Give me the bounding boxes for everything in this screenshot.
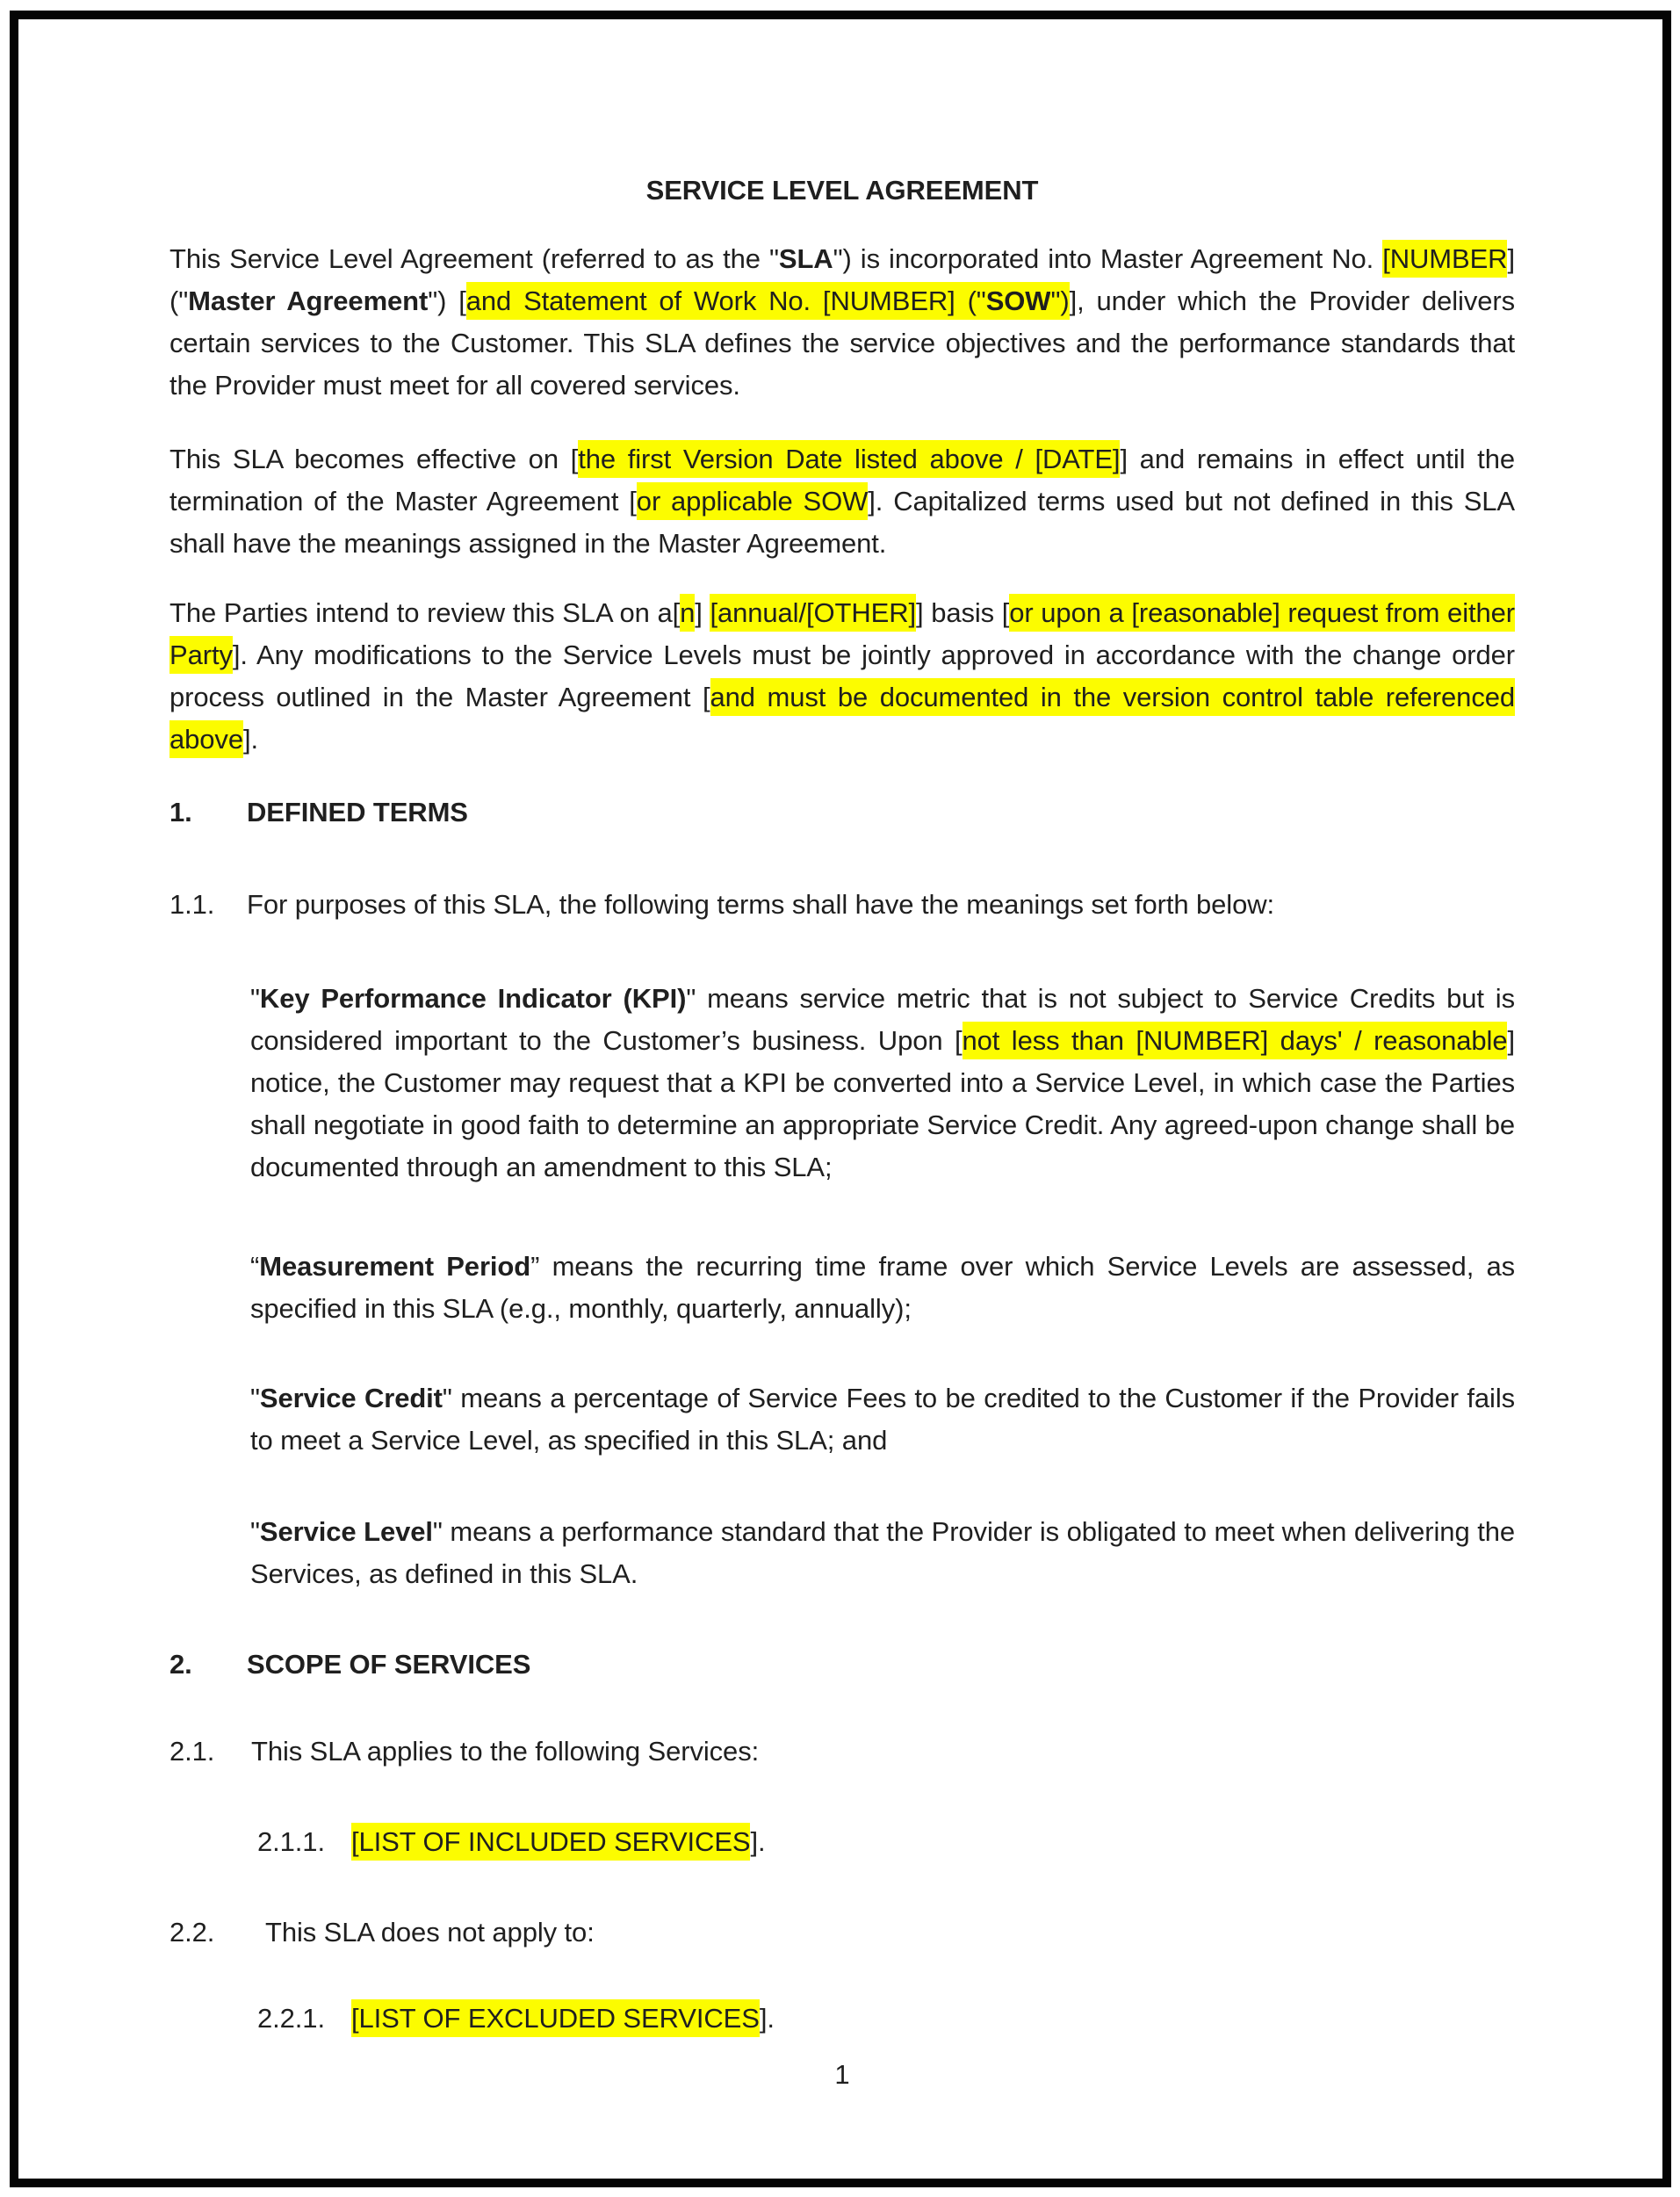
- text-segment: ].: [750, 1826, 766, 1857]
- text-segment: ].: [242, 724, 258, 755]
- text-segment: " means a percentage of Service Fees to be credited to the Customer if the Provider fails to meet a Service Level, as specified in this SLA; and: [250, 1383, 1516, 1456]
- text-segment: ” means the recurring time frame over which Service Levels are assessed, as specified in this SLA (e.g., monthly, quarterly, annually);: [250, 1251, 1515, 1324]
- text-segment: ], under which the Provider delivers certain services to the Customer. This SLA defines the service objectives and the performance standards that the Provider must meet for all covered services.: [169, 285, 1515, 401]
- section-1-heading-text: DEFINED TERMS: [247, 797, 468, 827]
- paragraph-incorporation: [169, 238, 1515, 407]
- clause-2-1-1-number: 2.1.1.: [257, 1826, 325, 1857]
- highlighted-text: [LIST OF INCLUDED SERVICES: [351, 1823, 750, 1861]
- text-segment: ": [250, 1383, 260, 1413]
- definition-service-credit: [250, 1377, 1515, 1462]
- clause-2-1-number: 2.1.: [169, 1736, 215, 1767]
- clause-1-1-text: For purposes of this SLA, the following terms shall have the meanings set forth below:: [247, 889, 1275, 920]
- clause-2-1-1-text: [351, 1821, 1515, 1863]
- highlighted-text: [LIST OF EXCLUDED SERVICES: [351, 1999, 760, 2037]
- clause-2-2-1-number: 2.2.1.: [257, 2003, 325, 2034]
- text-segment: " means a performance standard that the Provider is obligated to meet when delivering the Services, as defined in this SLA.: [250, 1516, 1515, 1589]
- text-segment: SLA: [778, 243, 833, 274]
- clause-2-2-1-text: [351, 1998, 1515, 2040]
- text-segment: ].: [759, 2003, 775, 2034]
- text-segment: This SLA becomes effective on [: [169, 444, 579, 474]
- text-segment: " means service metric that is not subject to Service Credits but is considered important to the Customer’s business. Upon [: [250, 983, 1515, 1056]
- section-2-heading-text: SCOPE OF SERVICES: [247, 1649, 531, 1680]
- highlighted-text: [NUMBER: [1382, 240, 1507, 278]
- clause-2-2-number: 2.2.: [169, 1917, 215, 1948]
- highlighted-text: and Statement of Work No. [NUMBER] (": [466, 282, 986, 320]
- definition-kpi: [250, 978, 1515, 1189]
- clause-2-1: [169, 1731, 1515, 1773]
- highlighted-text: and must be documented in the version control table referenced above: [169, 678, 1515, 758]
- text-segment: ": [250, 983, 260, 1014]
- text-segment: Service Level: [259, 1516, 433, 1547]
- section-2-number: 2.: [169, 1649, 192, 1680]
- text-segment: ") [: [428, 285, 466, 316]
- text-segment: Measurement Period: [259, 1251, 531, 1282]
- clause-2-1-text: This SLA applies to the following Services:: [251, 1736, 760, 1767]
- page-number: 1: [834, 2059, 850, 2090]
- highlighted-text: [annual/[OTHER]: [710, 594, 916, 632]
- definition-measurement-period: [250, 1246, 1515, 1330]
- text-segment: ] notice, the Customer may request that a KPI be converted into a Service Level, in which case the Parties shall negotiate in good faith to determine an appropriate Service Credit. Any agreed-upon change shall be documented through an amendment to this SLA;: [250, 1025, 1515, 1182]
- highlighted-text: or applicable SOW: [637, 482, 868, 520]
- text-segment: ]. Any modifications to the Service Levels must be jointly approved in accordance with the change order process outlined in the Master Agreement [: [169, 640, 1515, 712]
- highlighted-text: n: [680, 594, 695, 632]
- text-segment: Master Agreement: [188, 285, 429, 316]
- text-segment: ") is incorporated into Master Agreement No.: [833, 243, 1383, 274]
- section-1-number: 1.: [169, 797, 192, 827]
- clause-2-1-1: [169, 1821, 1515, 1863]
- highlighted-text: SOW: [986, 282, 1051, 320]
- text-segment: ": [250, 1516, 260, 1547]
- text-segment: ] basis [: [916, 597, 1010, 628]
- text-segment: ] and remains in effect until the termination of the Master Agreement [: [169, 444, 1515, 517]
- text-segment: The Parties intend to review this SLA on a[: [169, 597, 681, 628]
- text-segment: ] (": [169, 243, 1515, 316]
- text-segment: ]: [695, 597, 710, 628]
- clause-2-2-1: [169, 1998, 1515, 2040]
- text-segment: ]. Capitalized terms used but not defined in this SLA shall have the meanings assigned in the Master Agreement.: [169, 486, 1515, 559]
- text-segment: Key Performance Indicator (KPI): [259, 983, 687, 1014]
- text-segment: This Service Level Agreement (referred to as the ": [169, 243, 779, 274]
- section-2-heading: [169, 1644, 1515, 1686]
- clause-1-1: [169, 884, 1515, 926]
- text-segment: Service Credit: [259, 1383, 443, 1413]
- highlighted-text: not less than [NUMBER] days' / reasonable: [963, 1022, 1508, 1059]
- text-segment: “: [250, 1251, 260, 1282]
- document-title: SERVICE LEVEL AGREEMENT: [645, 175, 1039, 206]
- highlighted-text: or upon a [reasonable] request from either Party: [169, 594, 1515, 674]
- clause-1-1-number: 1.1.: [169, 889, 215, 920]
- clause-2-2: [169, 1912, 1515, 1954]
- paragraph-review: [169, 592, 1515, 761]
- section-1-heading: [169, 791, 1515, 834]
- definition-service-level: [250, 1511, 1515, 1595]
- document-page: [169, 0, 1515, 2096]
- highlighted-text: "): [1050, 282, 1069, 320]
- clause-2-2-text: This SLA does not apply to:: [265, 1917, 595, 1948]
- paragraph-effective-date: [169, 438, 1515, 565]
- highlighted-text: the first Version Date listed above / [DATE]: [578, 440, 1120, 478]
